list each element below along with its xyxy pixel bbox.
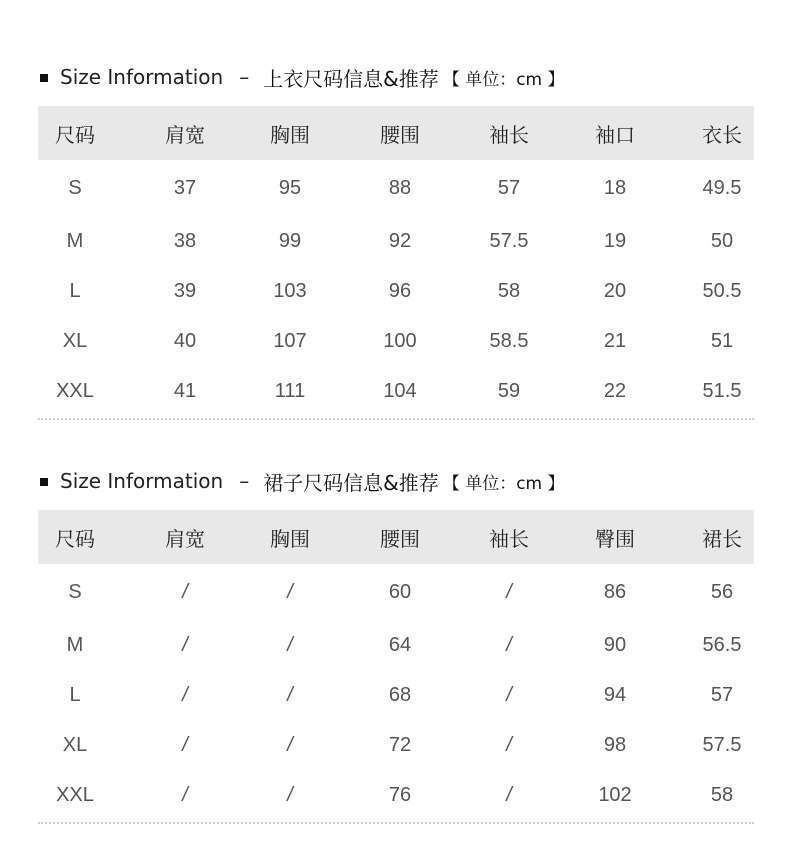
bottom-size-table — [38, 510, 754, 820]
table-cell: 57.5 — [489, 229, 529, 252]
table-cell: 57.5 — [702, 733, 742, 756]
header-sleeve-length: 袖长 — [489, 122, 529, 147]
table-cell: M — [66, 633, 84, 656]
table-row — [38, 216, 754, 266]
table-cell: 98 — [603, 733, 627, 756]
table-cell: 72 — [388, 733, 412, 756]
table-cell: 19 — [603, 229, 627, 252]
table-cell: 21 — [603, 329, 627, 352]
table-cell: 107 — [273, 329, 307, 352]
table-cell: / — [506, 733, 512, 756]
title-unit: 【 单位：cm 】 — [442, 69, 565, 90]
bottom-size-section — [38, 462, 754, 824]
table-cell: 49.5 — [702, 176, 742, 199]
header-length: 衣长 — [702, 122, 742, 147]
header-hip: 臀围 — [595, 526, 635, 551]
header-sleeve-length: 袖长 — [489, 526, 529, 551]
table-cell: / — [506, 580, 512, 603]
header-shoulder: 肩宽 — [165, 526, 205, 551]
table-cell: 41 — [173, 379, 197, 402]
table-cell: XXL — [56, 379, 94, 402]
table-row — [38, 160, 754, 216]
header-chest: 胸围 — [270, 526, 310, 551]
table-cell: / — [506, 783, 512, 806]
table-cell: L — [69, 683, 81, 706]
table-cell: 37 — [173, 176, 197, 199]
table-row — [38, 564, 754, 620]
table-cell: 92 — [388, 229, 412, 252]
title-dash: – — [239, 469, 250, 493]
header-waist: 腰围 — [380, 122, 420, 147]
table-row — [38, 670, 754, 720]
table-cell: 86 — [603, 580, 627, 603]
table-cell: 57 — [497, 176, 521, 199]
table-cell: 20 — [603, 279, 627, 302]
top-size-table — [38, 106, 754, 416]
header-skirt-length: 裙长 — [702, 526, 742, 551]
table-cell: 50 — [710, 229, 734, 252]
bullet-square-icon — [40, 74, 48, 82]
dotted-divider — [38, 822, 754, 824]
table-cell: 94 — [603, 683, 627, 706]
table-cell: 95 — [278, 176, 302, 199]
top-section-title — [40, 58, 754, 96]
title-chinese: 裙子尺码信息&推荐 — [263, 470, 439, 495]
table-row — [38, 620, 754, 670]
bullet-square-icon — [40, 478, 48, 486]
title-english: Size Information — [60, 469, 224, 493]
bottom-section-title — [40, 462, 754, 500]
table-cell: 22 — [603, 379, 627, 402]
table-cell: 50.5 — [702, 279, 742, 302]
table-cell: 111 — [274, 379, 306, 402]
table-cell: 59 — [497, 379, 521, 402]
table-cell: 103 — [273, 279, 307, 302]
header-size: 尺码 — [55, 122, 95, 147]
header-chest: 胸围 — [270, 122, 310, 147]
table-cell: 40 — [173, 329, 197, 352]
table-cell: 88 — [388, 176, 412, 199]
table-cell: 38 — [173, 229, 197, 252]
table-cell: / — [506, 683, 512, 706]
table-cell: 56 — [710, 580, 734, 603]
table-cell: / — [287, 683, 293, 706]
table-cell: L — [69, 279, 81, 302]
table-cell: 57 — [710, 683, 734, 706]
table-cell: 56.5 — [702, 633, 742, 656]
table-cell: / — [182, 683, 188, 706]
table-row — [38, 366, 754, 416]
table-cell: / — [287, 580, 293, 603]
table-cell: XL — [62, 329, 88, 352]
table-row — [38, 720, 754, 770]
header-shoulder: 肩宽 — [165, 122, 205, 147]
table-cell: / — [287, 733, 293, 756]
table-cell: / — [506, 633, 512, 656]
table-row — [38, 770, 754, 820]
table-cell: 64 — [388, 633, 412, 656]
dotted-divider — [38, 418, 754, 420]
table-row — [38, 266, 754, 316]
table-header-row — [38, 106, 754, 160]
table-row — [38, 316, 754, 366]
table-cell: 102 — [598, 783, 632, 806]
title-english: Size Information — [60, 65, 224, 89]
header-waist: 腰围 — [380, 526, 420, 551]
table-cell: 104 — [383, 379, 417, 402]
table-cell: 100 — [383, 329, 417, 352]
table-cell: 99 — [278, 229, 302, 252]
table-cell: 39 — [173, 279, 197, 302]
header-size: 尺码 — [55, 526, 95, 551]
table-cell: 58 — [710, 783, 734, 806]
table-cell: S — [68, 176, 82, 199]
table-cell: 60 — [388, 580, 412, 603]
table-cell: / — [182, 580, 188, 603]
table-cell: XL — [62, 733, 88, 756]
header-cuff: 袖口 — [595, 122, 635, 147]
table-cell: 58 — [497, 279, 521, 302]
table-cell: 76 — [388, 783, 412, 806]
top-size-section — [38, 58, 754, 420]
title-unit: 【 单位：cm 】 — [442, 473, 565, 494]
table-cell: 68 — [388, 683, 412, 706]
table-cell: / — [182, 733, 188, 756]
table-cell: 96 — [388, 279, 412, 302]
table-cell: / — [182, 633, 188, 656]
table-cell: / — [182, 783, 188, 806]
title-dash: – — [239, 65, 250, 89]
table-cell: / — [287, 783, 293, 806]
table-cell: 90 — [603, 633, 627, 656]
table-cell: XXL — [56, 783, 94, 806]
table-cell: 18 — [603, 176, 627, 199]
table-header-row — [38, 510, 754, 564]
table-cell: S — [68, 580, 82, 603]
table-cell: 51.5 — [702, 379, 742, 402]
table-cell: M — [66, 229, 84, 252]
table-cell: / — [287, 633, 293, 656]
title-chinese: 上衣尺码信息&推荐 — [263, 66, 439, 91]
table-cell: 51 — [710, 329, 734, 352]
table-cell: 58.5 — [489, 329, 529, 352]
